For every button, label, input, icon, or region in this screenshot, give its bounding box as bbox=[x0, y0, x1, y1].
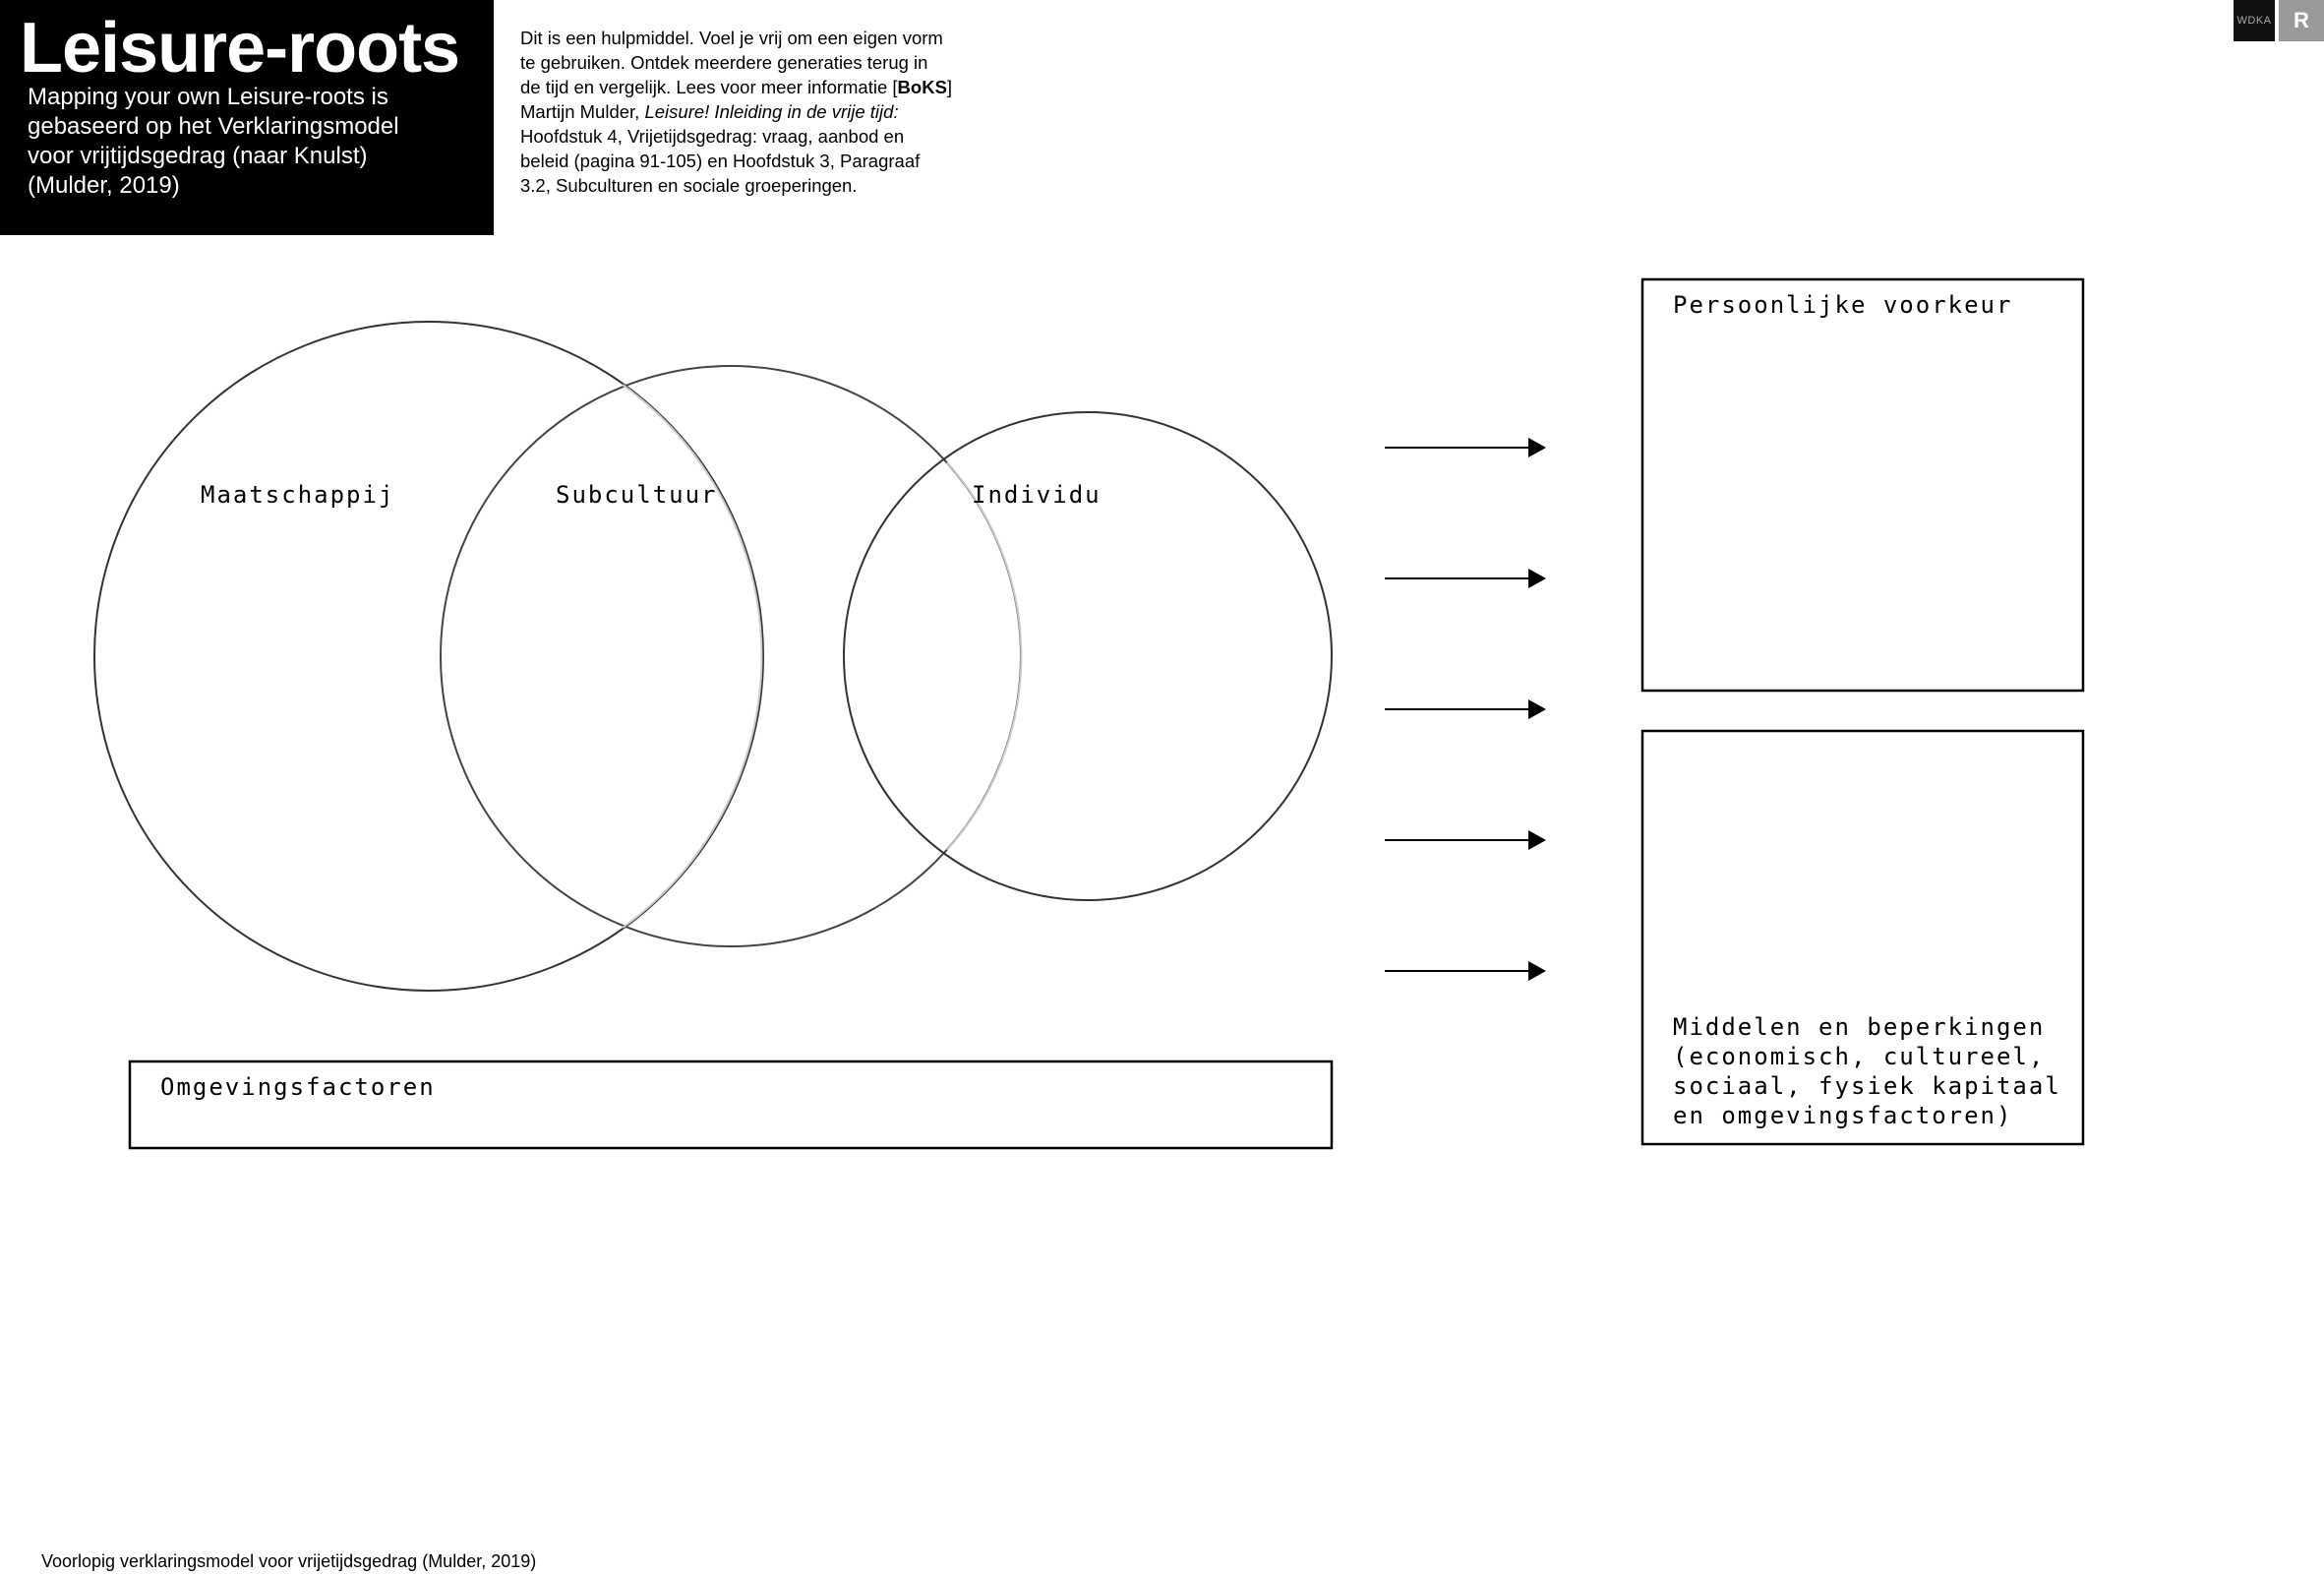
arrowhead-2 bbox=[1528, 569, 1546, 588]
persoonlijke-voorkeur-box bbox=[1642, 279, 2083, 691]
persoonlijke-voorkeur-label: Persoonlijke voorkeur bbox=[1673, 291, 2013, 319]
label-individu: Individu bbox=[972, 481, 1102, 509]
overlap-arc-maatschappij bbox=[623, 385, 761, 928]
page-title: Leisure-roots bbox=[20, 9, 460, 88]
arrowhead-3 bbox=[1528, 699, 1546, 719]
label-subcultuur: Subcultuur bbox=[556, 481, 718, 509]
footer-caption: Voorlopig verklaringsmodel voor vrijetijdsgedrag (Mulder, 2019) bbox=[41, 1551, 537, 1571]
intro-book-title: Leisure! Inleiding in de vrije tijd: bbox=[644, 101, 899, 122]
intro-part2: ] Martijn Mulder, bbox=[520, 77, 953, 122]
circle-maatschappij bbox=[94, 322, 763, 991]
middelen-line-4: en omgevingsfactoren) bbox=[1673, 1102, 2013, 1129]
arrowhead-1 bbox=[1528, 438, 1546, 457]
arrowhead-4 bbox=[1528, 830, 1546, 850]
label-maatschappij: Maatschappij bbox=[201, 481, 395, 509]
intro-part1: Dit is een hulpmiddel. Voel je vrij om een eigen vorm te gebruiken. Ontdek meerdere generaties terug in de tijd en vergelijk. Lees voor meer informatie [ bbox=[520, 28, 943, 97]
intro-boks: BoKS bbox=[897, 77, 947, 97]
wdka-logo: WDKA bbox=[2234, 0, 2275, 41]
r-logo: R bbox=[2279, 0, 2324, 41]
arrowhead-5 bbox=[1528, 961, 1546, 981]
circle-subcultuur bbox=[441, 366, 1021, 946]
arrows bbox=[1385, 438, 1546, 981]
middelen-line-1: Middelen en beperkingen bbox=[1673, 1013, 2046, 1041]
middelen-line-3: sociaal, fysiek kapitaal bbox=[1673, 1072, 2061, 1100]
page-subtitle: Mapping your own Leisure-roots is gebaseerd op het Verklaringsmodel voor vrijtijdsgedrag (naar Knulst) (Mulder, 2019) bbox=[28, 84, 399, 199]
omgevingsfactoren-label: Omgevingsfactoren bbox=[160, 1073, 436, 1101]
intro-part3: Hoofdstuk 4, Vrijetijdsgedrag: vraag, aanbod en beleid (pagina 91-105) en Hoofdstuk 3, Paragraaf 3.2, Subculturen en sociale groeperingen. bbox=[520, 126, 921, 196]
overlap-arc-subcultuur bbox=[947, 462, 1021, 850]
middelen-line-2: (economisch, cultureel, bbox=[1673, 1043, 2046, 1070]
